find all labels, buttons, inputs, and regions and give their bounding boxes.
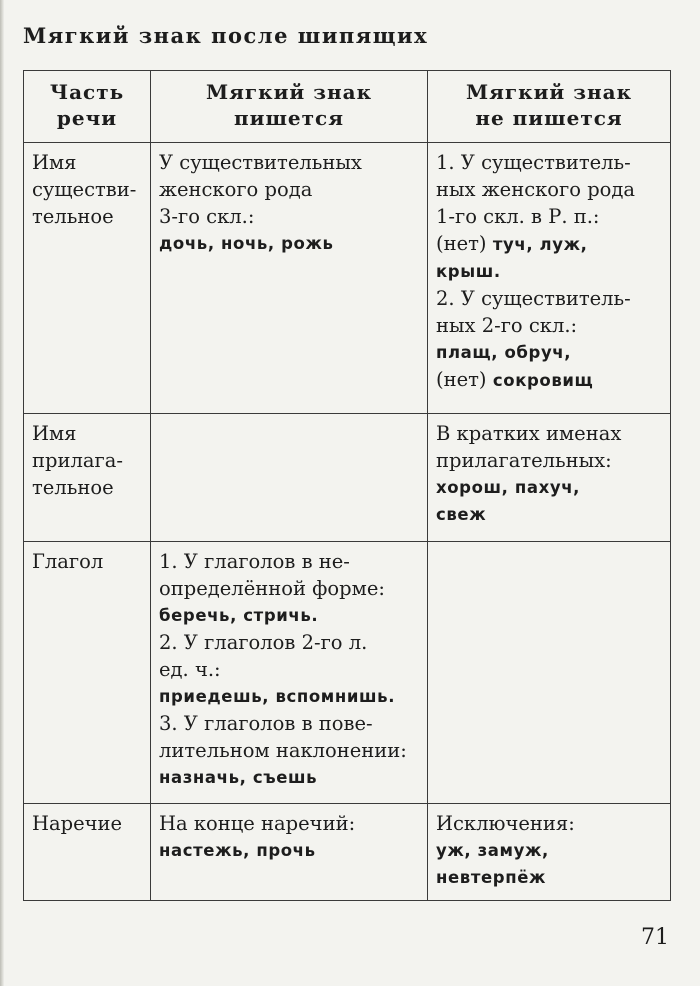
example-words: сокровищ [486, 371, 594, 390]
rules-table [23, 70, 671, 901]
example-words: свеж [436, 505, 487, 524]
table-row-adjective [24, 414, 671, 542]
page-title: Мягкий знак после шипящих [23, 23, 429, 48]
header-not-written: Мягкий знак не пишется [428, 71, 671, 143]
example-words: крыш. [436, 262, 501, 281]
cell-part-noun: Имя существи- тельное [24, 143, 151, 414]
cell-part-verb: Глагол [24, 542, 151, 804]
cell-part-adverb: Наречие [24, 804, 151, 901]
example-words: назначь, съешь [159, 768, 318, 787]
page-number: 71 [641, 925, 669, 950]
example-words: уж, замуж, [436, 841, 549, 860]
example-words: туч, луж, [486, 235, 588, 254]
example-words: хорош, пахуч, [436, 478, 580, 497]
cell-written-adjective [151, 414, 428, 542]
example-words: невтерпёж [436, 868, 547, 887]
table-row-verb [24, 542, 671, 804]
cell-not-written-adjective: В кратких именах прилагательных: хорош, пахуч, свеж [428, 414, 671, 542]
example-words: настежь, прочь [159, 841, 316, 860]
cell-written-adverb: На конце наречий: настежь, прочь [151, 804, 428, 901]
header-row [24, 71, 671, 143]
page-edge [0, 0, 4, 986]
cell-not-written-adverb: Исключения: уж, замуж, невтерпёж [428, 804, 671, 901]
cell-not-written-noun: 1. У существитель- ных женского рода 1-го скл. в Р. п.: (нет) туч, луж, крыш. 2. У существитель- ных 2-го скл.: плащ, обруч, (нет) сокровищ [428, 143, 671, 414]
header-written: Мягкий знак пишется [151, 71, 428, 143]
example-words: приедешь, вспомнишь. [159, 687, 396, 706]
table-row-noun [24, 143, 671, 414]
example-words: плащ, обруч, [436, 343, 572, 362]
cell-part-adjective: Имя прилага- тельное [24, 414, 151, 542]
example-words: беречь, стричь. [159, 606, 319, 625]
header-part-of-speech: Часть речи [24, 71, 151, 143]
table-row-adverb [24, 804, 671, 901]
cell-not-written-verb [428, 542, 671, 804]
example-words: дочь, ночь, рожь [159, 234, 334, 253]
cell-written-verb: 1. У глаголов в не- определённой форме: беречь, стричь. 2. У глаголов 2-го л. ед. ч.: приедешь, вспомнишь. 3. У глаголов в пове- лительном наклонении: назначь, съешь [151, 542, 428, 804]
cell-written-noun: У существительных женского рода 3-го скл.: дочь, ночь, рожь [151, 143, 428, 414]
